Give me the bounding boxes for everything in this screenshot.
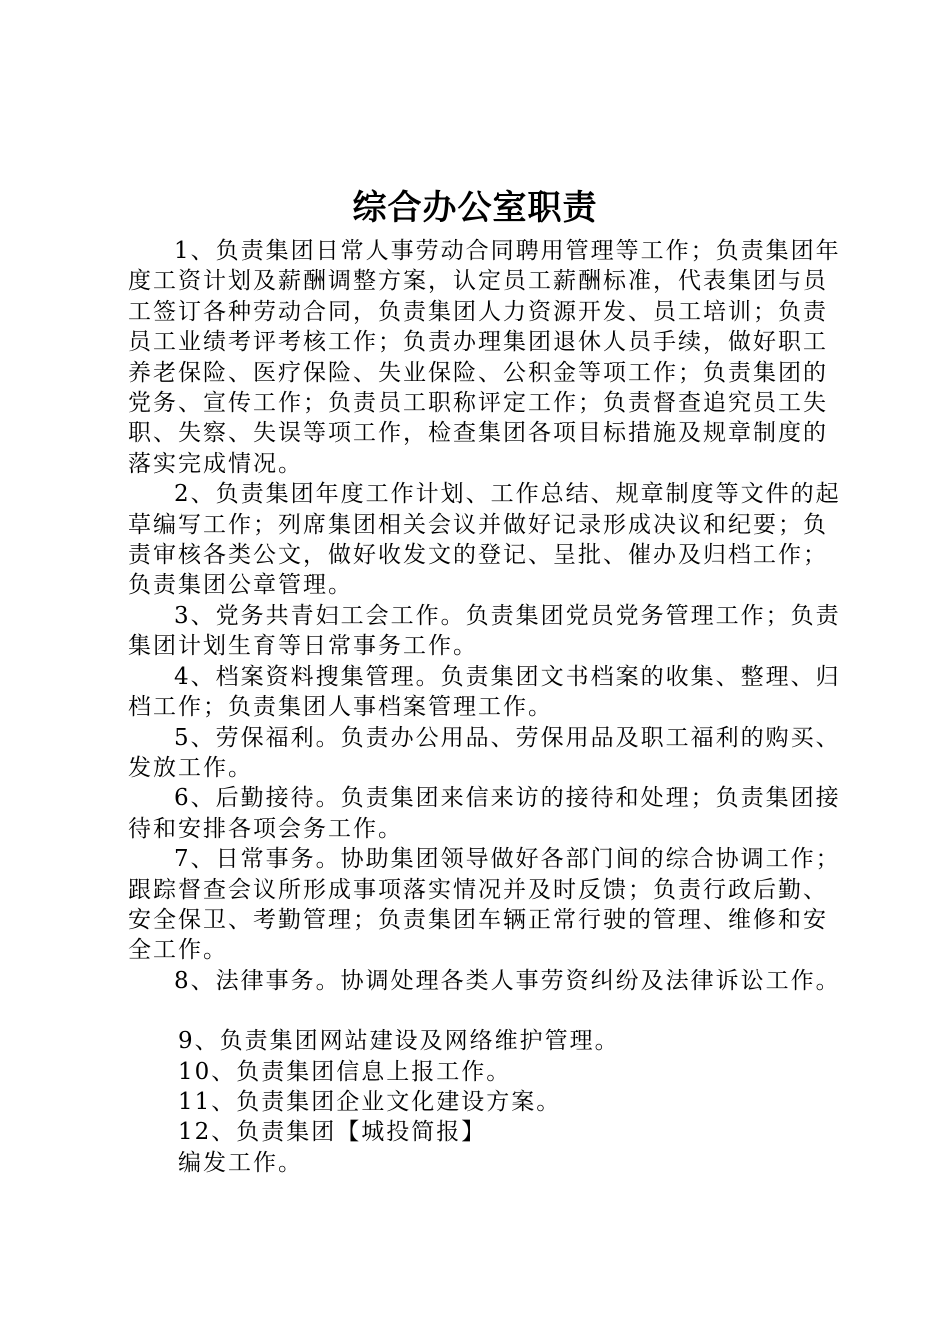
item-12: 12、负责集团【城投简报】	[178, 1119, 487, 1146]
item-9: 9、负责集团网站建设及网络维护管理。	[178, 1028, 620, 1055]
paragraph-1: 1、负责集团日常人事劳动合同聘用管理等工作；负责集团年度工资计划及薪酬调整方案，认定员工薪酬标准，代表集团与员工签订各种劳动合同，负责集团人力资源开发、员工培训；负责员工业绩考评考核工作；负责办理集团退休人员手续，做好职工养老保险、医疗保险、失业保险、公积金等项工作；负责集团的党务、宣传工作；负责员工职称评定工作；负责督查追究员工失职、失察、失误等项工作，检查集团各项目标措施及规章制度的落实完成情况。	[128, 238, 841, 477]
item-11: 11、负责集团企业文化建设方案。	[178, 1088, 562, 1115]
document-body	[128, 236, 848, 1178]
paragraph-6: 6、后勤接待。负责集团来信来访的接待和处理；负责集团接待和安排各项会务工作。	[128, 785, 841, 842]
paragraph-3: 3、党务共青妇工会工作。负责集团党员党务管理工作；负责集团计划生育等日常事务工作。	[128, 602, 841, 660]
item-12-continuation: 编发工作。	[178, 1149, 303, 1176]
item-10: 10、负责集团信息上报工作。	[178, 1058, 512, 1085]
paragraph-gap	[128, 996, 848, 1026]
paragraph-5: 5、劳保福利。负责办公用品、劳保用品及职工福利的购买、发放工作。	[128, 724, 841, 781]
paragraph-4: 4、档案资料搜集管理。负责集团文书档案的收集、整理、归档工作；负责集团人事档案管理工作。	[128, 663, 841, 721]
paragraph-8: 8、法律事务。协调处理各类人事劳资纠纷及法律诉讼工作。	[174, 967, 841, 994]
paragraph-2: 2、负责集团年度工作计划、工作总结、规章制度等文件的起草编写工作；列席集团相关会议并做好记录形成决议和纪要；负责审核各类公文，做好收发文的登记、呈批、催办及归档工作；负责集团公章管理。	[128, 481, 841, 599]
paragraph-7: 7、日常事务。协助集团领导做好各部门间的综合协调工作；跟踪督查会议所形成事项落实情况并及时反馈；负责行政后勤、安全保卫、考勤管理；负责集团车辆正常行驶的管理、维修和安全工作。	[128, 846, 841, 964]
document-title: 综合办公室职责	[352, 188, 598, 228]
